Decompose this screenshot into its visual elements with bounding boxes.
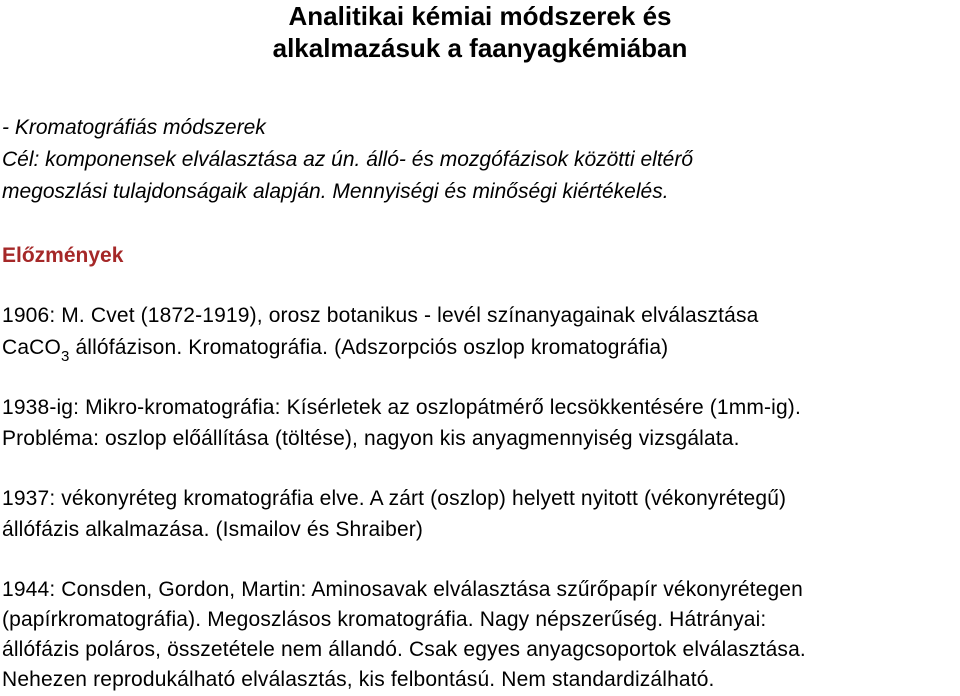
history-1938-line-2: Probléma: oszlop előállítása (töltése), nagyon kis anyagmennyiség vizsgálata. xyxy=(2,427,740,450)
goal-line-1: Cél: komponensek elválasztása az ún. álló- és mozgófázisok közötti eltérő xyxy=(2,148,694,171)
goal-line-2: megoszlási tulajdonságaik alapján. Mennyiségi és minőségi kiértékelés. xyxy=(2,180,669,203)
caco-subscript: 3 xyxy=(60,348,70,365)
history-1937-line-1: 1937: vékonyréteg kromatográfia elve. A zárt (oszlop) helyett nyitott (vékonyrétegű) xyxy=(2,487,787,510)
history-1944-line-2: (papírkromatográfia). Megoszlásos kromatográfia. Nagy népszerűség. Hátrányai: xyxy=(2,608,767,631)
chromatography-bullet: - Kromatográfiás módszerek xyxy=(2,116,266,139)
history-1906-line-1: 1906: M. Cvet (1872-1919), orosz botanikus - levél színanyagainak elválasztása xyxy=(2,304,759,327)
page-title-line-2: alkalmazásuk a faanyagkémiában xyxy=(272,33,688,63)
page-title-line-1: Analitikai kémiai módszerek és xyxy=(288,1,672,31)
caco-text: CaCO xyxy=(2,336,61,359)
history-1906-line-2 xyxy=(2,334,668,364)
history-1944-line-4: Nehezen reprodukálható elválasztás, kis felbontású. Nem standardizálható. xyxy=(2,668,715,691)
history-1906-rest: állófázison. Kromatográfia. (Adszorpciós oszlop kromatográfia) xyxy=(69,336,669,359)
history-1937-line-2: állófázis alkalmazása. (Ismailov és Shraiber) xyxy=(2,518,424,541)
history-1944-line-1: 1944: Consden, Gordon, Martin: Aminosavak elválasztása szűrőpapír vékonyrétegen xyxy=(2,578,803,601)
history-heading: Előzmények xyxy=(2,244,124,267)
history-1938-line-1: 1938-ig: Mikro-kromatográfia: Kísérletek az oszlopátmérő lecsökkentésére (1mm-ig). xyxy=(2,396,801,419)
history-1944-line-3: állófázis poláros, összetétele nem állandó. Csak egyes anyagcsoportok elválasztása. xyxy=(2,638,806,661)
